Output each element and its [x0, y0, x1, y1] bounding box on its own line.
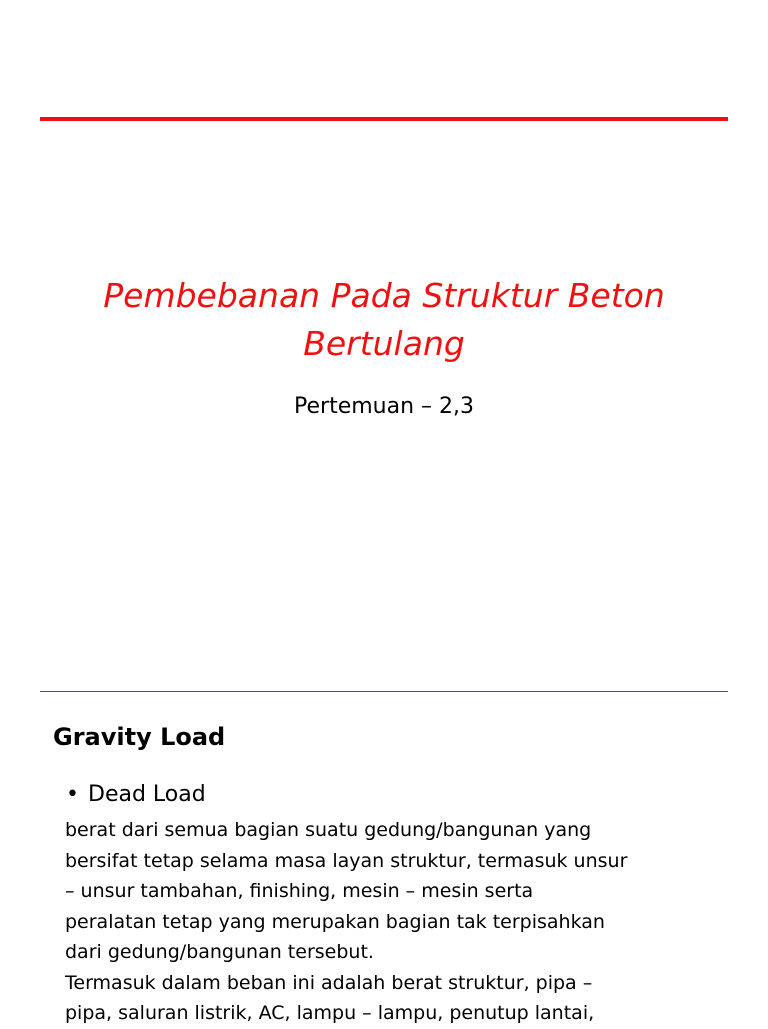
body-line: peralatan tetap yang merupakan bagian tak terpisahkan	[65, 910, 605, 933]
slide-title-line-2: Bertulang	[303, 324, 465, 363]
slide-title-line-1: Pembebanan Pada Struktur Beton	[103, 276, 665, 315]
body-line: bersifat tetap selama masa layan struktur, termasuk unsur	[65, 849, 628, 872]
body-line: dari gedung/bangunan tersebut.	[65, 941, 374, 963]
body-line: berat dari semua bagian suatu gedung/bangunan yang	[65, 819, 592, 841]
body-line: pipa, saluran listrik, AC, lampu – lampu, penutup lantai,	[65, 1002, 595, 1024]
bullet-dot-icon: •	[66, 782, 79, 807]
bullet-label: Dead Load	[88, 782, 206, 807]
slide-title	[40, 272, 728, 368]
slide-subtitle: Pertemuan – 2,3	[294, 394, 474, 419]
body-paragraph	[65, 815, 685, 1029]
body-line: Termasuk dalam beban ini adalah berat struktur, pipa –	[65, 971, 593, 994]
body-line: – unsur tambahan, finishing, mesin – mesin serta	[65, 880, 534, 902]
bullet-item	[66, 779, 206, 811]
section-heading: Gravity Load	[53, 723, 226, 751]
top-red-divider	[40, 117, 728, 121]
content-slide	[0, 692, 768, 1024]
